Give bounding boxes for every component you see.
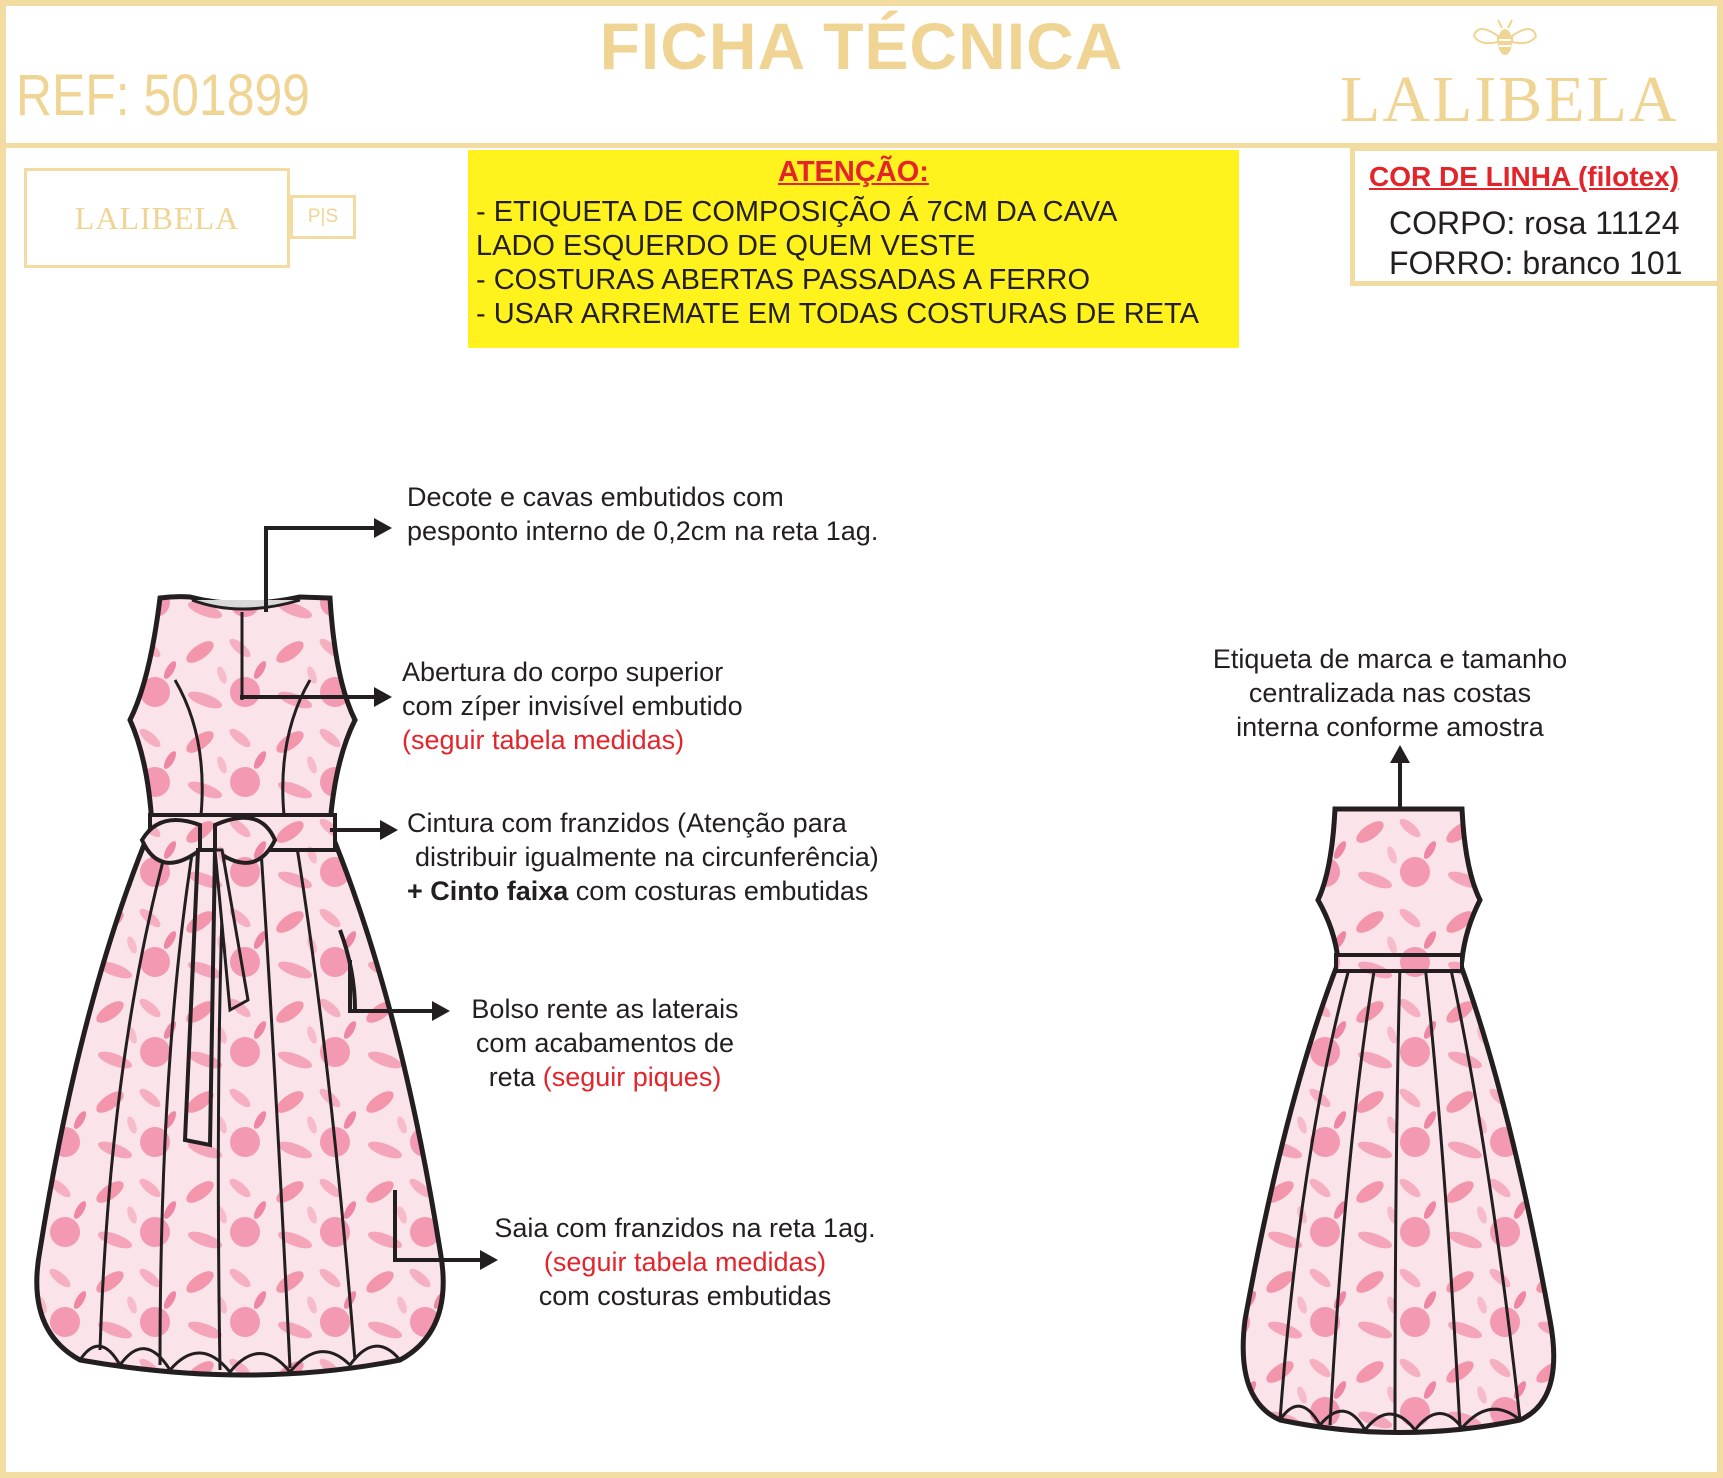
note-waist-belt: + Cinto faixa [407,876,569,906]
note-waist-line1: Cintura com franzidos (Atenção para [407,808,847,838]
note-back-label-line2: centralizada nas costas [1248,678,1532,708]
note-neckline [407,480,878,548]
note-opening [402,655,743,757]
note-back-label [1180,642,1600,744]
note-pocket-line3: reta [488,1062,543,1092]
note-waist-line3: com costuras embutidas [568,876,869,906]
front-dress-illustration [37,597,443,1375]
attention-line: - COSTURAS ABERTAS PASSADAS A FERRO [476,264,1090,296]
note-back-label-line3: interna conforme amostra [1236,712,1544,742]
attention-title: ATENÇÃO: [778,156,929,188]
back-dress-illustration [1243,809,1554,1433]
note-skirt-line3: com costuras embutidas [538,1281,832,1311]
attention-line: - USAR ARREMATE EM TODAS COSTURAS DE RETA [476,298,1199,330]
note-waist-line2: distribuir igualmente na circunferência) [415,842,879,872]
thread-body-color: CORPO: rosa 11124 [1389,205,1680,241]
note-pocket-line4: (seguir piques) [542,1062,722,1092]
note-waist [407,806,879,908]
attention-line: LADO ESQUERDO DE QUEM VESTE [476,230,976,262]
brand-logo: LALIBELA [1340,63,1679,136]
note-neckline-line1: Decote e cavas embutidos com [407,482,784,512]
note-skirt [470,1211,900,1313]
note-opening-line2: com zíper invisível embutido [402,691,743,721]
note-back-label-line1: Etiqueta de marca e tamanho [1212,644,1568,674]
note-opening-line3: (seguir tabela medidas) [402,725,685,755]
note-pocket-line1: Bolso rente as laterais [471,994,739,1024]
note-skirt-line1: Saia com franzidos na reta 1ag. [494,1213,876,1243]
label-brand-text: LALIBELA [74,200,240,236]
page-title: FICHA TÉCNICA [599,9,1124,83]
thread-color-title: COR DE LINHA (filotex) [1369,161,1680,192]
reference-number: REF: 501899 [16,63,310,128]
attention-line: - ETIQUETA DE COMPOSIÇÃO Á 7CM DA CAVA [476,196,1118,228]
note-skirt-line2: (seguir tabela medidas) [543,1247,827,1277]
thread-lining-color: FORRO: branco 101 [1389,245,1683,281]
note-neckline-line2: pesponto interno de 0,2cm na reta 1ag. [407,516,879,546]
note-pocket-line2: com acabamentos de [475,1028,735,1058]
note-pocket [440,992,770,1094]
note-opening-line1: Abertura do corpo superior [402,657,724,687]
size-tag: P|S [290,195,356,239]
